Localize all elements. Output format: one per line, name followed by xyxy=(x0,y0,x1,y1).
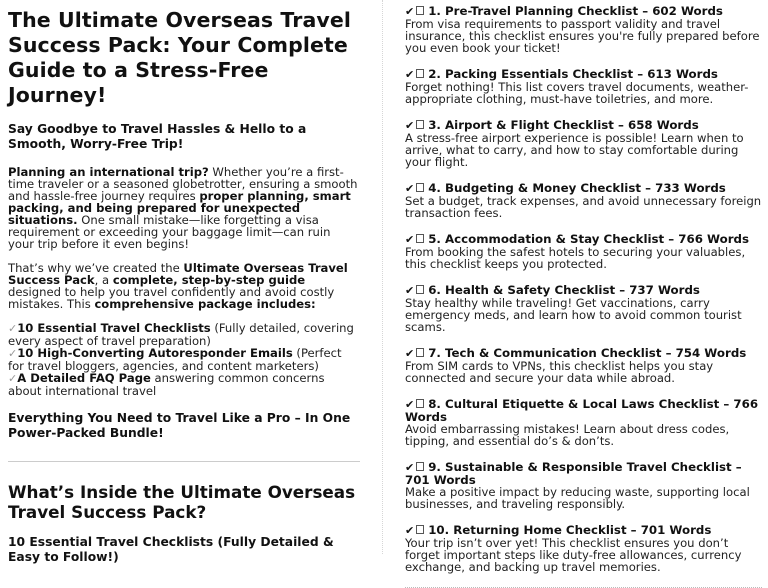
check-mark-icon: ✔ xyxy=(405,233,415,246)
pitch-text-2: , a xyxy=(94,273,113,287)
checklist-item-title: 7. Tech & Communication Checklist – 754 Words xyxy=(428,346,747,360)
checklist-item xyxy=(405,284,762,333)
checklist-item-title: 10. Returning Home Checklist – 701 Words xyxy=(428,523,712,537)
checkbox-icon xyxy=(416,525,424,534)
pitch-bold-2: complete, step-by-step guide xyxy=(112,273,306,287)
feature-bold: 10 High-Converting Autoresponder Emails xyxy=(17,346,293,360)
pitch-bold-1: Ultimate Overseas Travel Success Pack xyxy=(8,261,348,287)
checklist-item-heading xyxy=(405,398,762,423)
left-column xyxy=(8,8,360,565)
feature-text: (Fully detailed, covering every aspect of travel preparation) xyxy=(8,321,354,348)
checklist-item-title: 8. Cultural Etiquette & Local Laws Checklist – 766 Words xyxy=(405,397,759,424)
feature-text: (Perfect for travel bloggers, agencies, and content marketers) xyxy=(8,346,342,373)
checkbox-icon xyxy=(416,399,424,408)
feature-item xyxy=(8,322,360,347)
pitch-bold-3: comprehensive package includes: xyxy=(94,297,316,311)
checklist-item-title: 5. Accommodation & Stay Checklist – 766 Words xyxy=(428,232,750,246)
checkbox-icon xyxy=(416,462,424,471)
intro-paragraph xyxy=(8,166,360,250)
check-mark-icon: ✔ xyxy=(405,119,415,132)
page-title: The Ultimate Overseas Travel Success Pack: Your Complete Guide to a Stress-Free Journey! xyxy=(8,8,352,107)
check-icon: ✓ xyxy=(8,322,18,335)
check-mark-icon: ✔ xyxy=(405,68,415,81)
checklist-item-description: Forget nothing! This list covers travel documents, weather-appropriate clothing, must-have toiletries, and more. xyxy=(405,80,749,106)
intro-text-1: Whether you’re a first-time traveler or a seasoned globetrotter, ensuring a smooth and hassle-free journey requires xyxy=(8,165,358,203)
checklist-item-description: From booking the safest hotels to securing your valuables, this checklist keeps you protected. xyxy=(405,245,746,271)
checklist-item xyxy=(405,347,762,384)
checklist-item xyxy=(405,119,762,168)
intro-text-2: One small mistake—like forgetting a visa requirement or exceeding your baggage limit—can ruin your trip before it even begins! xyxy=(8,213,331,251)
feature-bold: A Detailed FAQ Page xyxy=(17,371,151,385)
checkbox-icon xyxy=(416,234,424,243)
checklist-item-description: Stay healthy while traveling! Get vaccinations, carry emergency meds, and learn how to avoid common tourist scams. xyxy=(405,296,742,334)
section-subtitle: 10 Essential Travel Checklists (Fully Detailed & Easy to Follow!) xyxy=(8,535,334,564)
check-mark-icon: ✔ xyxy=(405,461,415,474)
section-title: What’s Inside the Ultimate Overseas Travel Success Pack? xyxy=(8,482,356,522)
feature-item xyxy=(8,372,360,397)
checkbox-icon xyxy=(416,285,424,294)
column-divider xyxy=(382,0,383,554)
checklist-item xyxy=(405,461,762,510)
checklist-item-title: 1. Pre-Travel Planning Checklist – 602 Words xyxy=(428,4,723,18)
checklist-list xyxy=(405,5,762,588)
checklist-item-description: Your trip isn’t over yet! This checklist ensures you don’t forget important steps like duty-free allowances, currency exchange, and backing up travel memories. xyxy=(405,536,742,574)
checklist-item-title: 4. Budgeting & Money Checklist – 733 Words xyxy=(428,181,726,195)
check-mark-icon: ✔ xyxy=(405,347,415,360)
checklist-item-title: 3. Airport & Flight Checklist – 658 Words xyxy=(428,118,699,132)
checklist-item xyxy=(405,5,762,54)
checklist-item xyxy=(405,68,762,105)
checklist-item xyxy=(405,182,762,219)
checklist-item xyxy=(405,233,762,270)
pitch-text-3: designed to help you travel confidently and avoid costly mistakes. This xyxy=(8,285,335,311)
checkbox-icon xyxy=(416,6,424,15)
checklist-item-description: Set a budget, track expenses, and avoid unnecessary foreign transaction fees. xyxy=(405,194,762,220)
checklist-item-heading xyxy=(405,461,762,486)
check-mark-icon: ✔ xyxy=(405,398,415,411)
check-mark-icon: ✔ xyxy=(405,5,415,18)
checkbox-icon xyxy=(416,120,424,129)
checklist-item-title: 9. Sustainable & Responsible Travel Checklist – 701 Words xyxy=(405,460,742,487)
checklist-item-description: A stress-free airport experience is possible! Learn when to arrive, what to carry, and how to stay comfortable during your flight. xyxy=(405,131,744,169)
feature-bold: 10 Essential Travel Checklists xyxy=(17,321,211,335)
feature-item xyxy=(8,347,360,372)
checklist-item-description: Make a positive impact by reducing waste, supporting local businesses, and traveling responsibly. xyxy=(405,485,750,511)
intro-lead: Planning an international trip? xyxy=(8,165,209,179)
intro-bold-2: proper planning, smart packing, and being prepared for unexpected situations. xyxy=(8,189,351,227)
checklist-item-description: From SIM cards to VPNs, this checklist helps you stay connected and secure your data while abroad. xyxy=(405,359,714,385)
checklist-item-title: 2. Packing Essentials Checklist – 613 Words xyxy=(428,67,718,81)
checklist-item-description: Avoid embarrassing mistakes! Learn about dress codes, tipping, and essential do’s & don’ts. xyxy=(405,422,730,448)
checkbox-icon xyxy=(416,183,424,192)
section-divider xyxy=(8,461,360,462)
feature-text: answering common concerns about international travel xyxy=(8,371,325,398)
page-subtitle: Say Goodbye to Travel Hassles & Hello to a Smooth, Worry-Free Trip! xyxy=(8,122,307,151)
checklist-item-description: From visa requirements to passport validity and travel insurance, this checklist ensures you're fully prepared before you even book your ticket! xyxy=(405,17,760,55)
pitch-text-1: That’s why we’ve created the xyxy=(8,261,184,275)
checklist-item xyxy=(405,398,762,447)
check-icon: ✓ xyxy=(8,372,18,385)
checklist-item-title: 6. Health & Safety Checklist – 737 Words xyxy=(428,283,700,297)
checkbox-icon xyxy=(416,348,424,357)
check-mark-icon: ✔ xyxy=(405,524,415,537)
check-icon: ✓ xyxy=(8,347,18,360)
check-mark-icon: ✔ xyxy=(405,182,415,195)
checklist-item xyxy=(405,524,762,573)
check-mark-icon: ✔ xyxy=(405,284,415,297)
checkbox-icon xyxy=(416,69,424,78)
pitch-paragraph xyxy=(8,262,360,310)
feature-list xyxy=(8,322,360,397)
bundle-heading: Everything You Need to Travel Like a Pro – In One Power-Packed Bundle! xyxy=(8,411,351,440)
